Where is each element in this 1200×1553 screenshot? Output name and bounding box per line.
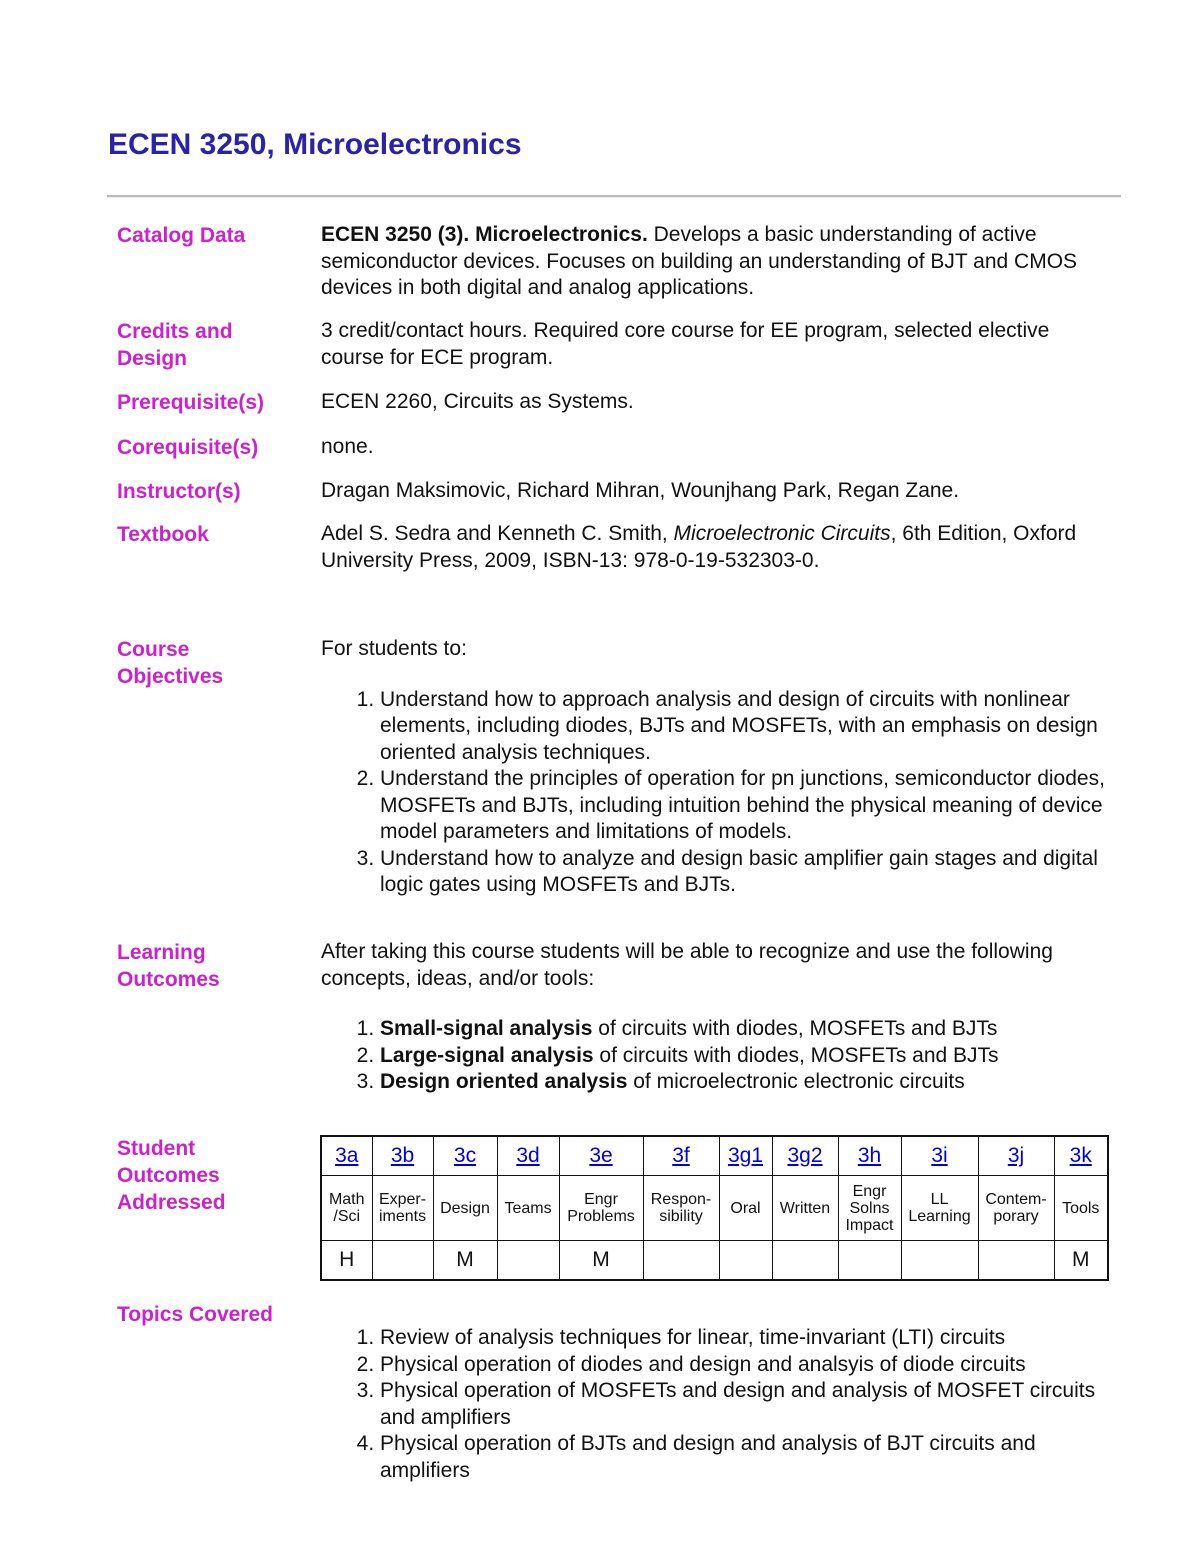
outcome-name-line: Tools (1062, 1199, 1100, 1217)
table-cell (643, 1136, 719, 1176)
outcome-level (719, 1241, 772, 1281)
table-cell (559, 1136, 643, 1176)
list-item (380, 1016, 1111, 1043)
list-item: 1. Understand how to approach analysis and design of circuits with nonlinear elements, including diodes, BJTs and MOSFETs, with an emphasis on design oriented analysis techniques. (380, 687, 1111, 767)
list-item: 2. Physical operation of diodes and design and analsyis of diode circuits (380, 1352, 1111, 1379)
outcome-code-link[interactable]: 3e (589, 1144, 613, 1167)
topics-label: Topics Covered (117, 1303, 273, 1326)
outcome-name-line: Contem- (985, 1191, 1047, 1208)
instructors-value: Dragan Maksimovic, Richard Mihran, Wounjhang Park, Regan Zane. (321, 479, 960, 502)
table-cell (497, 1136, 559, 1176)
outcome-name-line: Problems (567, 1208, 635, 1225)
outcome-name-line: Learning (908, 1208, 971, 1225)
outcome-code-link[interactable]: 3f (672, 1144, 690, 1167)
outcome-code-link[interactable]: 3g2 (787, 1144, 823, 1167)
objectives-value (321, 636, 1111, 899)
outcome-level: H (321, 1241, 372, 1281)
outcome-code-link[interactable]: 3k (1069, 1144, 1092, 1167)
table-cell (433, 1136, 497, 1176)
outcome-level (643, 1241, 719, 1281)
outcome-name-line: LL (930, 1191, 949, 1208)
outcome-name-line: Impact (845, 1216, 894, 1234)
outcome-term: Small-signal analysis (380, 1017, 593, 1040)
outcome-name-line: Teams (504, 1199, 552, 1217)
table-cell (433, 1176, 497, 1241)
outcome-code-link[interactable]: 3g1 (727, 1144, 764, 1167)
outcome-level (901, 1241, 978, 1281)
list-item (380, 1069, 1111, 1096)
table-cell (321, 1176, 372, 1241)
list-item: 4. Physical operation of BJTs and design and analysis of BJT circuits and amplifiers (380, 1431, 1111, 1484)
outcome-term: Design oriented analysis (380, 1070, 628, 1093)
outcome-code-link[interactable]: 3c (453, 1144, 477, 1167)
outcome-levels-row (321, 1241, 1108, 1281)
table-cell (901, 1176, 978, 1241)
outcome-code-link[interactable]: 3a (335, 1144, 359, 1167)
table-cell (978, 1176, 1054, 1241)
outcomes-list (321, 1016, 1111, 1096)
table-cell (772, 1136, 838, 1176)
list-item: 3. Physical operation of MOSFETs and design and analysis of MOSFET circuits and amplifiers (380, 1378, 1111, 1431)
outcome-name-line: Respon- (650, 1191, 712, 1208)
student-outcomes-label: Student Outcomes Addressed (117, 1137, 226, 1214)
outcome-level: M (1054, 1241, 1108, 1281)
outcome-level (838, 1241, 901, 1281)
outcome-text: of microelectronic electronic circuits (627, 1070, 965, 1093)
outcome-name-line: iments (378, 1208, 427, 1225)
objectives-list (321, 687, 1111, 899)
outcome-name-line: Written (779, 1199, 831, 1217)
outcome-level: M (433, 1241, 497, 1281)
table-cell (321, 1136, 372, 1176)
outcome-name-line: Design (440, 1199, 490, 1217)
instructors-label: Instructor(s) (117, 480, 241, 503)
outcome-name-line: Exper- (378, 1191, 427, 1208)
coreq-label: Corequisite(s) (117, 436, 259, 459)
catalog-text: Develops a basic understanding of active semiconductor devices. Focuses on building an understanding of BJT and CMOS devices in both digital and analog applications. (321, 223, 1078, 299)
outcome-code-link[interactable]: 3b (390, 1144, 415, 1167)
outcome-level (372, 1241, 433, 1281)
catalog-value (321, 222, 1111, 302)
textbook-edition: , 6th Edition, Oxford University Press, 2009, ISBN-13: 978-0-19-532303-0. (321, 522, 1077, 572)
prereq-value: ECEN 2260, Circuits as Systems. (321, 390, 634, 413)
table-cell (838, 1136, 901, 1176)
topics-list (321, 1325, 1111, 1484)
credits-value: 3 credit/contact hours. Required core course for EE program, selected elective course for ECE program. (321, 319, 1050, 369)
outcome-text: of circuits with diodes, MOSFETs and BJTs (592, 1017, 998, 1040)
table-cell (643, 1176, 719, 1241)
coreq-value: none. (321, 435, 374, 458)
table-cell (1054, 1176, 1108, 1241)
outcome-name-line: /Sci (333, 1208, 361, 1225)
outcome-name-line: porary (993, 1208, 1039, 1225)
objectives-intro: For students to: (321, 637, 467, 660)
table-cell (838, 1176, 901, 1241)
prereq-label: Prerequisite(s) (117, 391, 265, 414)
outcome-name-line: Oral (730, 1199, 761, 1217)
outcome-name-line: Math (328, 1191, 365, 1208)
table-cell (719, 1136, 772, 1176)
page-title: ECEN 3250, Microelectronics (108, 128, 522, 161)
catalog-label: Catalog Data (117, 224, 246, 247)
outcome-code-link[interactable]: 3h (857, 1144, 882, 1167)
credits-label: Credits and Design (117, 320, 233, 370)
table-cell (978, 1136, 1054, 1176)
table-cell (772, 1176, 838, 1241)
table-cell (901, 1136, 978, 1176)
outcome-codes-row (321, 1136, 1108, 1176)
outcome-level (978, 1241, 1054, 1281)
catalog-title: ECEN 3250 (3). Microelectronics. (321, 223, 648, 246)
table-cell (719, 1176, 772, 1241)
table-cell (559, 1176, 643, 1241)
outcomes-intro: After taking this course students will be able to recognize and use the following concepts, ideas, and/or tools: (321, 940, 1053, 990)
outcomes-label: Learning Outcomes (117, 941, 220, 991)
table-cell (372, 1136, 433, 1176)
outcome-code-link[interactable]: 3i (931, 1144, 948, 1167)
list-item: 2. Understand the principles of operation for pn junctions, semiconductor diodes, MOSFETs and BJTs, including intuition behind the physical meaning of device model parameters and limitations of models. (380, 766, 1111, 846)
table-cell (497, 1176, 559, 1241)
outcome-level (772, 1241, 838, 1281)
outcome-level (497, 1241, 559, 1281)
title-divider (107, 195, 1121, 198)
textbook-title: Microelectronic Circuits (673, 522, 891, 545)
outcome-level: M (559, 1241, 643, 1281)
outcome-name-line: Solns (849, 1199, 890, 1217)
textbook-authors: Adel S. Sedra and Kenneth C. Smith, (321, 522, 674, 545)
list-item (380, 1043, 1111, 1070)
student-outcomes-table (320, 1135, 1109, 1281)
outcome-code-link[interactable]: 3j (1007, 1144, 1025, 1167)
list-item: 3. Understand how to analyze and design basic amplifier gain stages and digital logic gates using MOSFETs and BJTs. (380, 846, 1111, 899)
textbook-value (321, 521, 1111, 574)
table-cell (372, 1176, 433, 1241)
objectives-label: Course Objectives (117, 638, 224, 688)
outcome-name-line: Engr (584, 1191, 618, 1208)
outcome-name-line: sibility (659, 1208, 703, 1225)
outcome-names-row (321, 1176, 1108, 1241)
outcome-term: Large-signal analysis (380, 1043, 594, 1067)
outcome-text: of circuits with diodes, MOSFETs and BJTs (593, 1043, 999, 1067)
list-item: 1. Review of analysis techniques for linear, time-invariant (LTI) circuits (380, 1325, 1111, 1352)
outcome-name-line: Engr (852, 1182, 887, 1200)
table-cell (1054, 1136, 1108, 1176)
outcomes-value (321, 939, 1111, 1096)
outcome-code-link[interactable]: 3d (516, 1144, 540, 1167)
textbook-label: Textbook (117, 523, 209, 546)
topics-value (321, 1325, 1111, 1484)
